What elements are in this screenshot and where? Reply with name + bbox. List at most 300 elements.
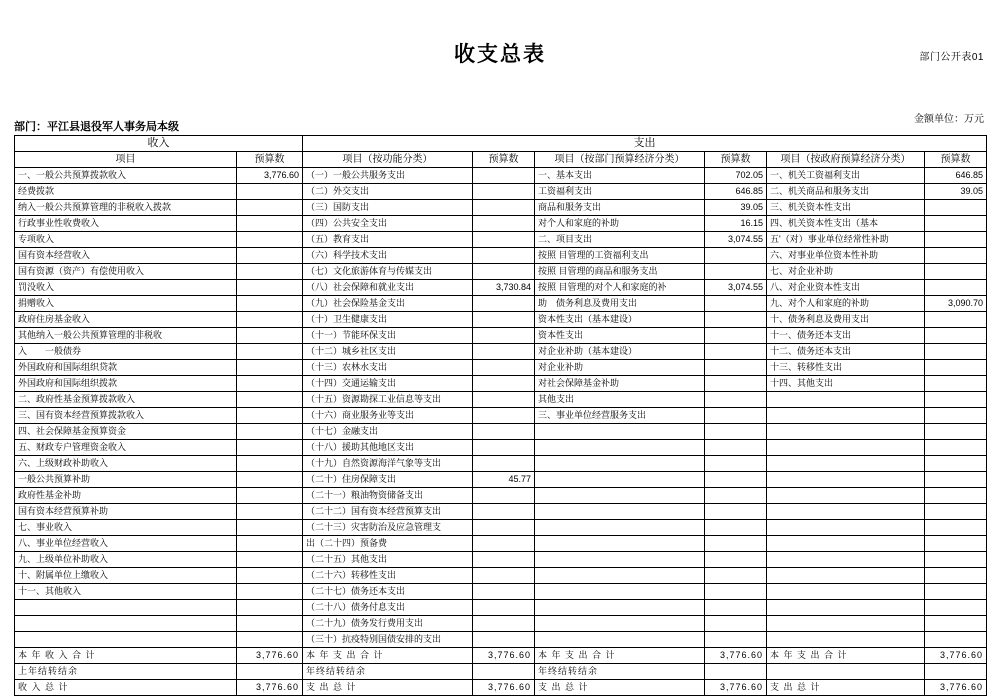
header-income-budget: 预算数: [237, 152, 303, 168]
econ-total-label: 年终结转结余: [535, 664, 705, 680]
table-row: [15, 584, 987, 600]
gov-item-value: [925, 504, 987, 520]
income-item-label: 政府性基金补助: [15, 488, 237, 504]
income-item-label: [15, 632, 237, 648]
func-item-label: （三）国防支出: [303, 200, 473, 216]
func-item-value: [473, 440, 535, 456]
func-item-value: [473, 216, 535, 232]
table-row: [15, 536, 987, 552]
func-item-value: [473, 184, 535, 200]
econ-item-label: 资本性支出: [535, 328, 705, 344]
income-item-label: 十、附属单位上缴收入: [15, 568, 237, 584]
income-item-label: 经费拨款: [15, 184, 237, 200]
func-item-label: （四）公共安全支出: [303, 216, 473, 232]
func-item-value: [473, 600, 535, 616]
econ-item-value: [705, 248, 767, 264]
income-total-value: 3,776.60: [237, 648, 303, 664]
header-econ-budget: 预算数: [705, 152, 767, 168]
income-item-label: 十一、其他收入: [15, 584, 237, 600]
gov-item-label: 二、机关商品和服务支出: [767, 184, 925, 200]
gov-item-value: [925, 344, 987, 360]
func-item-value: [473, 520, 535, 536]
income-item-label: 五、财政专户管理资金收入: [15, 440, 237, 456]
table-row: [15, 632, 987, 648]
econ-item-value: [705, 328, 767, 344]
econ-item-value: [705, 616, 767, 632]
income-item-label: [15, 600, 237, 616]
func-item-label: （二十八）债务付息支出: [303, 600, 473, 616]
econ-item-value: [705, 504, 767, 520]
func-item-label: （一）一般公共服务支出: [303, 168, 473, 184]
income-item-label: 六、上级财政补助收入: [15, 456, 237, 472]
func-item-label: （十三）农林水支出: [303, 360, 473, 376]
table-row: [15, 360, 987, 376]
func-item-value: [473, 264, 535, 280]
econ-item-label: 对个人和家庭的补助: [535, 216, 705, 232]
func-item-label: （二十三）灾害防治及应急管理支: [303, 520, 473, 536]
func-item-label: （七）文化旅游体育与传媒支出: [303, 264, 473, 280]
income-item-value: [237, 232, 303, 248]
econ-item-label: [535, 424, 705, 440]
econ-item-value: 3,074.55: [705, 232, 767, 248]
econ-item-value: 702.05: [705, 168, 767, 184]
income-item-value: [237, 328, 303, 344]
table-row: [15, 392, 987, 408]
income-item-label: 专项收入: [15, 232, 237, 248]
func-item-label: （十四）交通运输支出: [303, 376, 473, 392]
income-total-label: 本 年 收 入 合 计: [15, 648, 237, 664]
econ-total-value: 3,776.60: [705, 648, 767, 664]
income-item-label: 九、上级单位补助收入: [15, 552, 237, 568]
income-item-label: 捐赠收入: [15, 296, 237, 312]
income-total-value: 3,776.60: [237, 680, 303, 696]
func-item-value: [473, 360, 535, 376]
econ-item-value: [705, 632, 767, 648]
gov-item-label: [767, 424, 925, 440]
func-item-value: [473, 584, 535, 600]
econ-total-value: 3,776.60: [705, 680, 767, 696]
func-item-label: （六）科学技术支出: [303, 248, 473, 264]
gov-item-label: [767, 392, 925, 408]
func-item-value: 3,730.84: [473, 280, 535, 296]
gov-item-value: [925, 440, 987, 456]
header-func-item: 项目（按功能分类）: [303, 152, 473, 168]
econ-item-label: 助 债务利息及费用支出: [535, 296, 705, 312]
gov-item-value: [925, 616, 987, 632]
econ-item-label: [535, 616, 705, 632]
income-item-value: [237, 392, 303, 408]
table-row: [15, 488, 987, 504]
func-item-value: [473, 376, 535, 392]
func-item-value: [473, 248, 535, 264]
table-row: [15, 456, 987, 472]
gov-item-label: 十三、转移性支出: [767, 360, 925, 376]
table-row: [15, 600, 987, 616]
econ-item-label: [535, 472, 705, 488]
func-item-label: （十七）金融支出: [303, 424, 473, 440]
table-row: [15, 424, 987, 440]
income-item-value: [237, 312, 303, 328]
econ-item-label: [535, 536, 705, 552]
func-item-label: （十九）自然资源海洋气象等支出: [303, 456, 473, 472]
econ-item-label: 对企业补助（基本建设）: [535, 344, 705, 360]
gov-item-label: [767, 456, 925, 472]
income-item-label: 国有资源（资产）有偿使用收入: [15, 264, 237, 280]
econ-item-label: [535, 584, 705, 600]
func-item-value: [473, 296, 535, 312]
econ-total-label: 支 出 总 计: [535, 680, 705, 696]
econ-item-label: 三、事业单位经营服务支出: [535, 408, 705, 424]
department-label: 部门：平江县退役军人事务局本级: [14, 121, 179, 133]
table-row: [15, 344, 987, 360]
gov-item-value: 3,090.70: [925, 296, 987, 312]
econ-item-value: [705, 456, 767, 472]
gov-item-value: [925, 376, 987, 392]
func-item-value: [473, 312, 535, 328]
gov-item-label: 十、债务利息及费用支出: [767, 312, 925, 328]
func-item-label: （十五）资源勘探工业信息等支出: [303, 392, 473, 408]
gov-item-label: 一、机关工资福利支出: [767, 168, 925, 184]
econ-item-value: 16.15: [705, 216, 767, 232]
gov-item-label: 六、对事业单位资本性补助: [767, 248, 925, 264]
econ-item-value: [705, 440, 767, 456]
gov-item-value: 39.05: [925, 184, 987, 200]
func-item-label: （二十五）其他支出: [303, 552, 473, 568]
func-item-value: [473, 568, 535, 584]
econ-item-value: [705, 376, 767, 392]
gov-item-value: [925, 552, 987, 568]
gov-item-label: 十一、债务还本支出: [767, 328, 925, 344]
gov-item-label: 三、机关资本性支出: [767, 200, 925, 216]
income-total-value: [237, 664, 303, 680]
table-row: [15, 184, 987, 200]
gov-item-value: [925, 312, 987, 328]
econ-item-label: 一、基本支出: [535, 168, 705, 184]
income-item-label: 七、事业收入: [15, 520, 237, 536]
header-income-item: 项目: [15, 152, 237, 168]
income-item-value: [237, 504, 303, 520]
func-item-label: （十六）商业服务业等支出: [303, 408, 473, 424]
func-item-value: [473, 408, 535, 424]
gov-total-label: 支 出 总 计: [767, 680, 925, 696]
income-item-value: [237, 536, 303, 552]
income-total-label: 收 入 总 计: [15, 680, 237, 696]
func-item-value: [473, 456, 535, 472]
gov-item-label: 四、机关资本性支出（基本: [767, 216, 925, 232]
econ-item-value: [705, 536, 767, 552]
income-item-value: [237, 584, 303, 600]
gov-item-value: [925, 392, 987, 408]
func-item-value: [473, 552, 535, 568]
income-item-label: 入 一般债券: [15, 344, 237, 360]
func-item-value: 45.77: [473, 472, 535, 488]
header-gov-item: 项目（按政府预算经济分类）: [767, 152, 925, 168]
document-page: [0, 38, 1000, 692]
income-item-label: 行政事业性收费收入: [15, 216, 237, 232]
gov-item-value: [925, 600, 987, 616]
econ-item-value: [705, 424, 767, 440]
gov-item-value: [925, 424, 987, 440]
econ-item-value: [705, 568, 767, 584]
gov-item-value: [925, 568, 987, 584]
gov-item-value: [925, 280, 987, 296]
gov-item-value: [925, 328, 987, 344]
func-item-label: （二十）住房保障支出: [303, 472, 473, 488]
income-item-label: 罚没收入: [15, 280, 237, 296]
econ-item-value: [705, 392, 767, 408]
income-item-value: [237, 440, 303, 456]
table-row: [15, 168, 987, 184]
econ-item-label: 资本性支出（基本建设）: [535, 312, 705, 328]
gov-item-label: 十四、其他支出: [767, 376, 925, 392]
econ-item-label: 按照 目管理的工资福利支出: [535, 248, 705, 264]
document-code: 部门公开表01: [919, 52, 984, 63]
table-row: [15, 280, 987, 296]
income-item-label: 政府住房基金收入: [15, 312, 237, 328]
income-item-label: 其他纳入一般公共预算管理的非税收: [15, 328, 237, 344]
income-item-value: [237, 408, 303, 424]
gov-item-label: [767, 520, 925, 536]
gov-item-value: [925, 408, 987, 424]
gov-total-label: 本 年 支 出 合 计: [767, 648, 925, 664]
func-item-label: （三十）抗疫特别国债安排的支出: [303, 632, 473, 648]
func-item-value: [473, 344, 535, 360]
econ-item-label: [535, 552, 705, 568]
table-row: [15, 312, 987, 328]
total-row: [15, 680, 987, 696]
econ-item-label: 工资福利支出: [535, 184, 705, 200]
econ-total-value: [705, 664, 767, 680]
econ-item-value: 3,074.55: [705, 280, 767, 296]
func-item-value: [473, 632, 535, 648]
func-item-label: （二十七）债务还本支出: [303, 584, 473, 600]
page-title: 收支总表: [454, 43, 546, 66]
table-row: [15, 616, 987, 632]
func-item-value: [473, 328, 535, 344]
income-item-label: 八、事业单位经营收入: [15, 536, 237, 552]
gov-item-value: [925, 632, 987, 648]
gov-item-value: 646.85: [925, 168, 987, 184]
gov-total-label: [767, 664, 925, 680]
econ-item-label: [535, 440, 705, 456]
gov-item-value: [925, 264, 987, 280]
func-item-value: [473, 232, 535, 248]
table-row: [15, 264, 987, 280]
gov-item-value: [925, 488, 987, 504]
column-header-row: [15, 152, 987, 168]
income-item-label: 外国政府和国际组织拨款: [15, 376, 237, 392]
econ-item-label: [535, 600, 705, 616]
econ-item-label: 其他支出: [535, 392, 705, 408]
budget-summary-table: [14, 135, 987, 696]
income-item-value: [237, 184, 303, 200]
total-row: [15, 648, 987, 664]
gov-item-value: [925, 200, 987, 216]
income-item-value: [237, 472, 303, 488]
income-item-label: 二、政府性基金预算拨款收入: [15, 392, 237, 408]
gov-item-value: [925, 472, 987, 488]
table-row: [15, 408, 987, 424]
gov-item-label: [767, 584, 925, 600]
income-item-value: [237, 552, 303, 568]
func-total-label: 年终结转结余: [303, 664, 473, 680]
income-item-value: [237, 200, 303, 216]
table-row: [15, 504, 987, 520]
econ-item-value: [705, 344, 767, 360]
income-item-value: [237, 568, 303, 584]
gov-total-value: 3,776.60: [925, 680, 987, 696]
gov-item-label: 七、对企业补助: [767, 264, 925, 280]
group-expense: 支出: [303, 136, 987, 152]
income-item-label: 国有资本经营预算补助: [15, 504, 237, 520]
func-item-label: （十二）城乡社区支出: [303, 344, 473, 360]
income-item-label: 外国政府和国际组织贷款: [15, 360, 237, 376]
table-row: [15, 200, 987, 216]
func-total-value: 3,776.60: [473, 648, 535, 664]
income-item-label: 三、国有资本经营预算拨款收入: [15, 408, 237, 424]
income-item-value: [237, 488, 303, 504]
amount-unit-label: 金额单位：万元: [914, 114, 984, 125]
econ-item-value: [705, 312, 767, 328]
total-row: [15, 664, 987, 680]
gov-item-label: [767, 536, 925, 552]
income-item-value: [237, 424, 303, 440]
econ-item-value: [705, 264, 767, 280]
gov-item-value: [925, 360, 987, 376]
gov-item-label: [767, 568, 925, 584]
income-item-value: [237, 280, 303, 296]
income-item-value: [237, 248, 303, 264]
gov-item-value: [925, 232, 987, 248]
econ-item-label: 商品和服务支出: [535, 200, 705, 216]
func-item-label: （十一）节能环保支出: [303, 328, 473, 344]
gov-item-label: [767, 632, 925, 648]
econ-item-value: [705, 488, 767, 504]
income-item-value: [237, 632, 303, 648]
income-item-value: 3,776.60: [237, 168, 303, 184]
func-item-label: （二）外交支出: [303, 184, 473, 200]
income-item-label: 纳入一般公共预算管理的非税收入拨款: [15, 200, 237, 216]
income-item-value: [237, 216, 303, 232]
gov-item-label: 八、对企业资本性支出: [767, 280, 925, 296]
func-item-value: [473, 392, 535, 408]
gov-item-value: [925, 456, 987, 472]
gov-item-label: [767, 600, 925, 616]
gov-item-value: [925, 216, 987, 232]
income-item-value: [237, 456, 303, 472]
func-item-value: [473, 504, 535, 520]
table-row: [15, 216, 987, 232]
table-row: [15, 232, 987, 248]
gov-total-value: 3,776.60: [925, 648, 987, 664]
econ-item-value: [705, 408, 767, 424]
gov-item-label: [767, 552, 925, 568]
gov-item-value: [925, 536, 987, 552]
func-item-value: [473, 488, 535, 504]
econ-item-value: [705, 472, 767, 488]
econ-item-value: 39.05: [705, 200, 767, 216]
func-item-label: （八）社会保障和就业支出: [303, 280, 473, 296]
func-item-label: （十八）援助其他地区支出: [303, 440, 473, 456]
gov-item-label: 十二、债务还本支出: [767, 344, 925, 360]
econ-item-label: [535, 520, 705, 536]
func-item-label: 出（二十四）预备费: [303, 536, 473, 552]
header-func-budget: 预算数: [473, 152, 535, 168]
gov-item-value: [925, 520, 987, 536]
func-item-label: （九）社会保险基金支出: [303, 296, 473, 312]
func-item-value: [473, 616, 535, 632]
func-item-label: （二十二）国有资本经营预算支出: [303, 504, 473, 520]
econ-item-value: [705, 600, 767, 616]
income-item-label: 一、一般公共预算拨款收入: [15, 168, 237, 184]
gov-item-label: [767, 472, 925, 488]
econ-item-label: 对社会保障基金补助: [535, 376, 705, 392]
table-row: [15, 568, 987, 584]
gov-total-value: [925, 664, 987, 680]
econ-item-label: [535, 632, 705, 648]
income-item-value: [237, 600, 303, 616]
econ-total-label: 本 年 支 出 合 计: [535, 648, 705, 664]
income-item-value: [237, 360, 303, 376]
income-item-label: [15, 616, 237, 632]
func-item-label: （五）教育支出: [303, 232, 473, 248]
income-item-value: [237, 520, 303, 536]
func-total-label: 本 年 支 出 合 计: [303, 648, 473, 664]
func-item-label: （十）卫生健康支出: [303, 312, 473, 328]
income-item-label: 四、社会保障基金预算资金: [15, 424, 237, 440]
income-item-value: [237, 616, 303, 632]
econ-item-label: 按照 目管理的对个人和家庭的补: [535, 280, 705, 296]
econ-item-value: [705, 360, 767, 376]
func-item-value: [473, 424, 535, 440]
table-row: [15, 440, 987, 456]
header-gov-budget: 预算数: [925, 152, 987, 168]
income-item-value: [237, 296, 303, 312]
econ-item-value: [705, 552, 767, 568]
func-item-label: （二十一）粮油物资储备支出: [303, 488, 473, 504]
gov-item-label: [767, 408, 925, 424]
table-row: [15, 520, 987, 536]
gov-item-label: [767, 488, 925, 504]
func-total-value: 3,776.60: [473, 680, 535, 696]
gov-item-label: [767, 616, 925, 632]
income-item-value: [237, 344, 303, 360]
econ-item-value: [705, 520, 767, 536]
table-row: [15, 376, 987, 392]
table-row: [15, 552, 987, 568]
table-row: [15, 248, 987, 264]
gov-item-label: [767, 440, 925, 456]
econ-item-label: [535, 504, 705, 520]
econ-item-value: [705, 584, 767, 600]
func-item-label: （二十六）转移性支出: [303, 568, 473, 584]
func-item-value: [473, 168, 535, 184]
func-item-value: [473, 200, 535, 216]
group-header-row: [15, 136, 987, 152]
func-total-label: 支 出 总 计: [303, 680, 473, 696]
income-item-value: [237, 376, 303, 392]
group-income: 收入: [15, 136, 303, 152]
table-row: [15, 328, 987, 344]
func-item-value: [473, 536, 535, 552]
econ-item-label: 按照 目管理的商品和服务支出: [535, 264, 705, 280]
income-item-label: 国有资本经营收入: [15, 248, 237, 264]
income-item-label: 一般公共预算补助: [15, 472, 237, 488]
gov-item-label: 九、对个人和家庭的补助: [767, 296, 925, 312]
econ-item-label: [535, 568, 705, 584]
table-row: [15, 296, 987, 312]
func-total-value: [473, 664, 535, 680]
